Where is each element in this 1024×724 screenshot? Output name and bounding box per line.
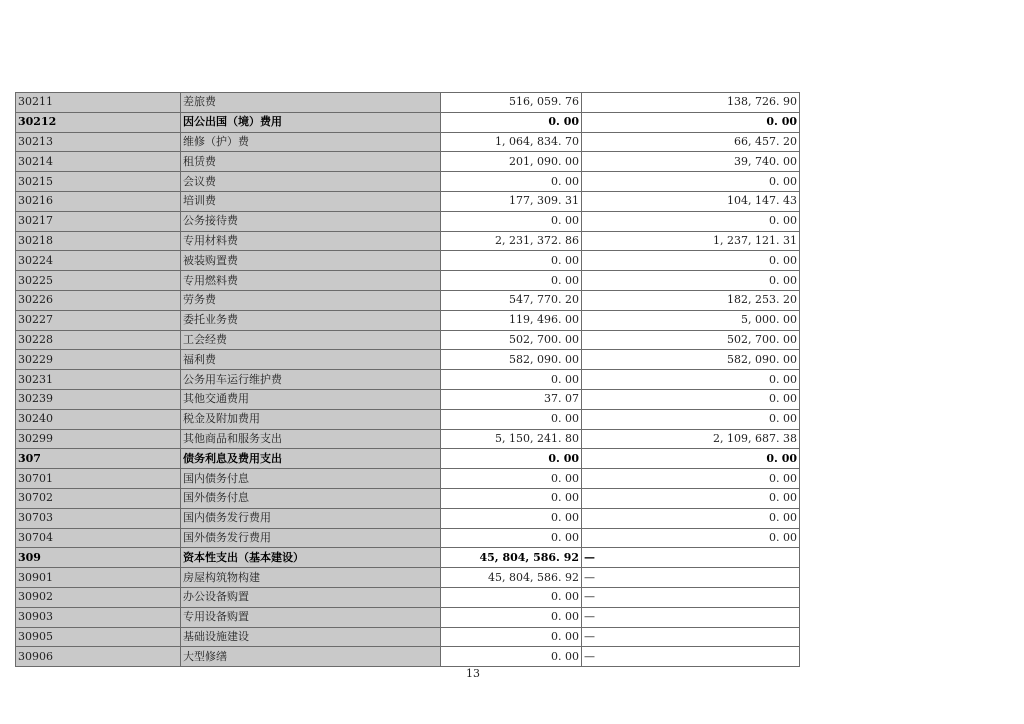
amount-cell: 39, 740. 00 — [582, 152, 800, 172]
amount-cell: 0. 00 — [441, 587, 582, 607]
account-name-cell: 其他商品和服务支出 — [181, 429, 441, 449]
table-row — [16, 370, 800, 390]
account-code-cell: 30228 — [16, 330, 181, 350]
account-code-cell: 30227 — [16, 310, 181, 330]
account-name-cell: 专用燃料费 — [181, 271, 441, 291]
amount-cell: 5, 150, 241. 80 — [441, 429, 582, 449]
page-number: 13 — [466, 667, 480, 680]
account-name-cell: 差旅费 — [181, 93, 441, 113]
account-code-cell: 30231 — [16, 370, 181, 390]
amount-cell: 0. 00 — [582, 449, 800, 469]
amount-cell: 0. 00 — [582, 370, 800, 390]
table-row — [16, 389, 800, 409]
amount-cell: 0. 00 — [441, 469, 582, 489]
amount-cell: 516, 059. 76 — [441, 93, 582, 113]
account-code-cell: 30229 — [16, 350, 181, 370]
amount-cell: 502, 700. 00 — [441, 330, 582, 350]
table-row — [16, 449, 800, 469]
amount-cell: 0. 00 — [441, 607, 582, 627]
amount-cell: 0. 00 — [441, 112, 582, 132]
table-row — [16, 231, 800, 251]
budget-table-body — [16, 93, 800, 667]
table-row — [16, 587, 800, 607]
account-code-cell: 30299 — [16, 429, 181, 449]
table-row — [16, 528, 800, 548]
account-name-cell: 国外债务付息 — [181, 488, 441, 508]
amount-cell: 0. 00 — [582, 271, 800, 291]
amount-cell: 582, 090. 00 — [582, 350, 800, 370]
table-row — [16, 508, 800, 528]
table-row — [16, 93, 800, 113]
amount-cell: 138, 726. 90 — [582, 93, 800, 113]
table-row — [16, 350, 800, 370]
account-name-cell: 国外债务发行费用 — [181, 528, 441, 548]
table-row — [16, 429, 800, 449]
account-code-cell: 30214 — [16, 152, 181, 172]
account-name-cell: 公务用车运行维护费 — [181, 370, 441, 390]
table-row — [16, 211, 800, 231]
account-code-cell: 30218 — [16, 231, 181, 251]
table-row — [16, 607, 800, 627]
account-name-cell: 国内债务付息 — [181, 469, 441, 489]
table-row — [16, 152, 800, 172]
account-code-cell: 30224 — [16, 251, 181, 271]
account-code-cell: 30212 — [16, 112, 181, 132]
account-code-cell: 30906 — [16, 647, 181, 667]
amount-cell: 119, 496. 00 — [441, 310, 582, 330]
amount-cell: 182, 253. 20 — [582, 290, 800, 310]
account-code-cell: 30701 — [16, 469, 181, 489]
amount-cell: 45, 804, 586. 92 — [441, 568, 582, 588]
amount-cell: 0. 00 — [441, 271, 582, 291]
amount-cell: 0. 00 — [441, 409, 582, 429]
amount-cell: 0. 00 — [582, 211, 800, 231]
table-row — [16, 251, 800, 271]
account-name-cell: 维修（护）费 — [181, 132, 441, 152]
account-name-cell: 会议费 — [181, 172, 441, 192]
table-row — [16, 310, 800, 330]
account-code-cell: 30703 — [16, 508, 181, 528]
account-name-cell: 专用设备购置 — [181, 607, 441, 627]
amount-cell: 0. 00 — [441, 528, 582, 548]
account-name-cell: 税金及附加费用 — [181, 409, 441, 429]
account-code-cell: 307 — [16, 449, 181, 469]
amount-cell: 502, 700. 00 — [582, 330, 800, 350]
account-code-cell: 30213 — [16, 132, 181, 152]
table-row — [16, 548, 800, 568]
amount-cell: 0. 00 — [582, 112, 800, 132]
amount-cell: 0. 00 — [441, 172, 582, 192]
account-code-cell: 30215 — [16, 172, 181, 192]
amount-cell: — — [582, 587, 800, 607]
table-row — [16, 627, 800, 647]
amount-cell: 66, 457. 20 — [582, 132, 800, 152]
table-row — [16, 488, 800, 508]
amount-cell: 177, 309. 31 — [441, 191, 582, 211]
amount-cell: — — [582, 568, 800, 588]
amount-cell: 0. 00 — [582, 251, 800, 271]
account-code-cell: 30901 — [16, 568, 181, 588]
table-row — [16, 330, 800, 350]
account-code-cell: 30903 — [16, 607, 181, 627]
account-name-cell: 基础设施建设 — [181, 627, 441, 647]
amount-cell: 0. 00 — [582, 172, 800, 192]
amount-cell: 5, 000. 00 — [582, 310, 800, 330]
amount-cell: 0. 00 — [441, 251, 582, 271]
account-code-cell: 30704 — [16, 528, 181, 548]
account-code-cell: 30225 — [16, 271, 181, 291]
amount-cell: 2, 109, 687. 38 — [582, 429, 800, 449]
amount-cell: 0. 00 — [582, 389, 800, 409]
amount-cell: — — [582, 607, 800, 627]
amount-cell: 1, 237, 121. 31 — [582, 231, 800, 251]
account-name-cell: 专用材料费 — [181, 231, 441, 251]
account-code-cell: 30216 — [16, 191, 181, 211]
amount-cell: 0. 00 — [441, 211, 582, 231]
table-row — [16, 290, 800, 310]
amount-cell: — — [582, 548, 800, 568]
account-name-cell: 培训费 — [181, 191, 441, 211]
amount-cell: — — [582, 647, 800, 667]
account-name-cell: 委托业务费 — [181, 310, 441, 330]
account-code-cell: 30702 — [16, 488, 181, 508]
amount-cell: 0. 00 — [441, 647, 582, 667]
table-row — [16, 568, 800, 588]
amount-cell: — — [582, 627, 800, 647]
table-row — [16, 132, 800, 152]
amount-cell: 104, 147. 43 — [582, 191, 800, 211]
amount-cell: 0. 00 — [441, 370, 582, 390]
amount-cell: 2, 231, 372. 86 — [441, 231, 582, 251]
account-name-cell: 债务利息及费用支出 — [181, 449, 441, 469]
amount-cell: 0. 00 — [582, 469, 800, 489]
amount-cell: 0. 00 — [582, 528, 800, 548]
table-row — [16, 409, 800, 429]
table-row — [16, 647, 800, 667]
amount-cell: 0. 00 — [441, 508, 582, 528]
amount-cell: 0. 00 — [441, 488, 582, 508]
account-code-cell: 30905 — [16, 627, 181, 647]
account-name-cell: 劳务费 — [181, 290, 441, 310]
account-name-cell: 因公出国（境）费用 — [181, 112, 441, 132]
account-code-cell: 30902 — [16, 587, 181, 607]
amount-cell: 0. 00 — [582, 488, 800, 508]
amount-cell: 0. 00 — [582, 508, 800, 528]
table-row — [16, 112, 800, 132]
account-code-cell: 30239 — [16, 389, 181, 409]
amount-cell: 201, 090. 00 — [441, 152, 582, 172]
amount-cell: 547, 770. 20 — [441, 290, 582, 310]
amount-cell: 1, 064, 834. 70 — [441, 132, 582, 152]
account-code-cell: 30240 — [16, 409, 181, 429]
amount-cell: 37. 07 — [441, 389, 582, 409]
table-row — [16, 271, 800, 291]
table-row — [16, 191, 800, 211]
account-name-cell: 资本性支出（基本建设） — [181, 548, 441, 568]
table-row — [16, 172, 800, 192]
account-name-cell: 工会经费 — [181, 330, 441, 350]
account-name-cell: 国内债务发行费用 — [181, 508, 441, 528]
account-code-cell: 30226 — [16, 290, 181, 310]
account-code-cell: 30217 — [16, 211, 181, 231]
amount-cell: 45, 804, 586. 92 — [441, 548, 582, 568]
account-code-cell: 30211 — [16, 93, 181, 113]
amount-cell: 0. 00 — [441, 449, 582, 469]
account-name-cell: 房屋构筑物构建 — [181, 568, 441, 588]
budget-table — [15, 92, 800, 667]
table-row — [16, 469, 800, 489]
amount-cell: 0. 00 — [582, 409, 800, 429]
account-name-cell: 其他交通费用 — [181, 389, 441, 409]
account-name-cell: 租赁费 — [181, 152, 441, 172]
account-code-cell: 309 — [16, 548, 181, 568]
account-name-cell: 公务接待费 — [181, 211, 441, 231]
account-name-cell: 福利费 — [181, 350, 441, 370]
account-name-cell: 大型修缮 — [181, 647, 441, 667]
amount-cell: 582, 090. 00 — [441, 350, 582, 370]
account-name-cell: 办公设备购置 — [181, 587, 441, 607]
amount-cell: 0. 00 — [441, 627, 582, 647]
account-name-cell: 被装购置费 — [181, 251, 441, 271]
